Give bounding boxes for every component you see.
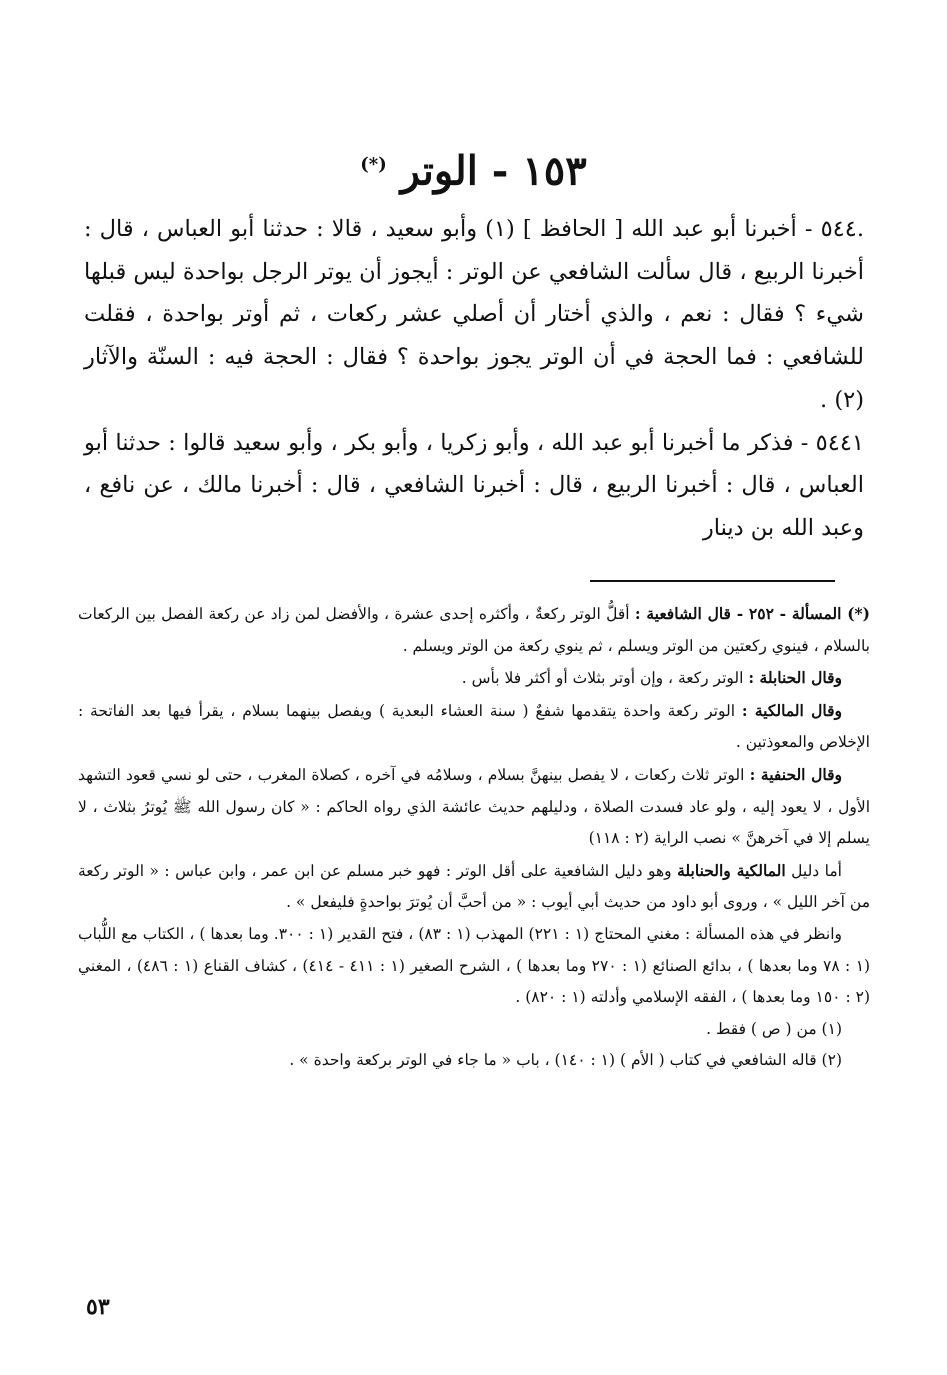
footnote-text: أما دليل bbox=[791, 861, 842, 880]
footnote-hanafi bbox=[78, 759, 870, 855]
chapter-title bbox=[0, 140, 947, 196]
footnote-references: وانظر في هذه المسألة : مغني المحتاج (١ : ٢٢١) المهذب (١ : ٨٣) ، فتح القدير (١ : ٣٠٠. وما بعدها ) ، الكتاب مع اللُّباب (١ : ٧٨ وما بعدها ) ، بدائع الصنائع (١ : ٢٧٠ وما بعدها ) ، الشرح الصغير (١ : ٤١١ - ٤١٤) ، كشاف القناع (١ : ٤٨٦) ، المغني (٢ : ١٥٠ وما بعدها ) ، الفقه الإسلامي وأدلته (١ : ٨٢٠) . bbox=[78, 924, 871, 1007]
footnote-text: الوتر ركعة ، وإن أوتر بثلاث أو أكثر فلا بأس . bbox=[461, 669, 744, 688]
chapter-title-text: ١٥٣ - الوتر bbox=[400, 147, 587, 195]
footnote-marker: (*) bbox=[360, 154, 387, 175]
hadith-paragraph: .٥٤٤ - أخبرنا أبو عبد الله [ الحافظ ] (١) وأبو سعيد ، قالا : حدثنا أبو العباس ، قال : أخبرنا الربيع ، قال سألت الشافعي عن الوتر : أيجوز أن يوتر الرجل بواحدة ليس قبلها شيء ؟ فقال : نعم ، والذي أختار أن أصلي عشر ركعات ، ثم أوتر بواحدة ، فقلت للشافعي : فما الحجة في أن الوتر يجوز بواحدة ؟ فقال : الحجة فيه : السنّة والآثار (٢) . bbox=[84, 216, 865, 413]
footnote-hanbali bbox=[78, 662, 870, 695]
page-number: ٥٣ bbox=[86, 1294, 110, 1320]
footnote-text: وهو دليل الشافعية على أقل الوتر : فهو خبر مسلم عن ابن عمر ، وابن عباس : « الوتر ركعة من آخر الليل » ، وروى أبو داود من حديث أبي أيوب : « من أحبَّ أن يُوترَ بواحدةٍ فليفعل » . bbox=[78, 861, 870, 912]
footnote-divider bbox=[590, 580, 835, 582]
footnote-label: وقال المالكية : bbox=[741, 700, 842, 720]
footnote-text: الوتر ركعة واحدة يتقدمها شفعٌ ( سنة العشاء البعدية ) ويفصل بينهما بسلام ، يقرأ فيها بعد الفاتحة : الإخلاص والمعوذتين . bbox=[78, 701, 870, 752]
footnote-label: وقال الحنابلة : bbox=[748, 668, 842, 688]
footnote-label: وقال الحنفية : bbox=[749, 764, 842, 784]
footnote-shafii bbox=[78, 598, 870, 662]
footnote-evidence bbox=[78, 855, 870, 919]
footnote-maliki bbox=[78, 695, 870, 759]
footnotes bbox=[78, 598, 870, 1077]
footnote-note-2: (٢) قاله الشافعي في كتاب ( الأم ) (١ : ١٤٠) ، باب « ما جاء في الوتر بركعة واحدة » . bbox=[289, 1051, 842, 1070]
hadith-paragraph: ٥٤٤١ - فذكر ما أخبرنا أبو عبد الله ، وأبو زكريا ، وأبو بكر ، وأبو سعيد قالوا : حدثنا أبو العباس ، قال : أخبرنا الربيع ، قال : أخبرنا الشافعي ، قال : أخبرنا مالك ، عن نافع ، وعبد الله بن دينار bbox=[84, 429, 864, 541]
footnote-text: الوتر ثلاث ركعات ، لا يفصل بينهنَّ بسلام ، وسلامُه في آخره ، كصلاة المغرب ، حتى لو نسي قعود التشهد الأول ، لا يعود إليه ، ولو عاد فسدت الصلاة ، ودليلهم حديث عائشة الذي رواه الحاكم : « كان رسول الله ﷺ يُوترُ بثلاث ، لا يسلم إلا في آخرهنَّ » نصب الراية (٢ : ١١٨) bbox=[78, 765, 871, 848]
main-text bbox=[84, 208, 864, 550]
footnote-note-1: (١) من ( ص ) فقط . bbox=[706, 1019, 842, 1038]
footnote-text: أقلُّ الوتر ركعةٌ ، وأكثره إحدى عشرة ، والأفضل لمن زاد عن ركعة الفصل بين الركعات بالسلام ، فينوي ركعتين من الوتر ويسلم ، ثم ينوي ركعة من الوتر ويسلم . bbox=[78, 605, 870, 655]
footnote-label: (*) المسألة - ٢٥٢ - قال الشافعية : bbox=[634, 604, 870, 623]
footnote-label: المالكية والحنابلة bbox=[677, 860, 786, 880]
